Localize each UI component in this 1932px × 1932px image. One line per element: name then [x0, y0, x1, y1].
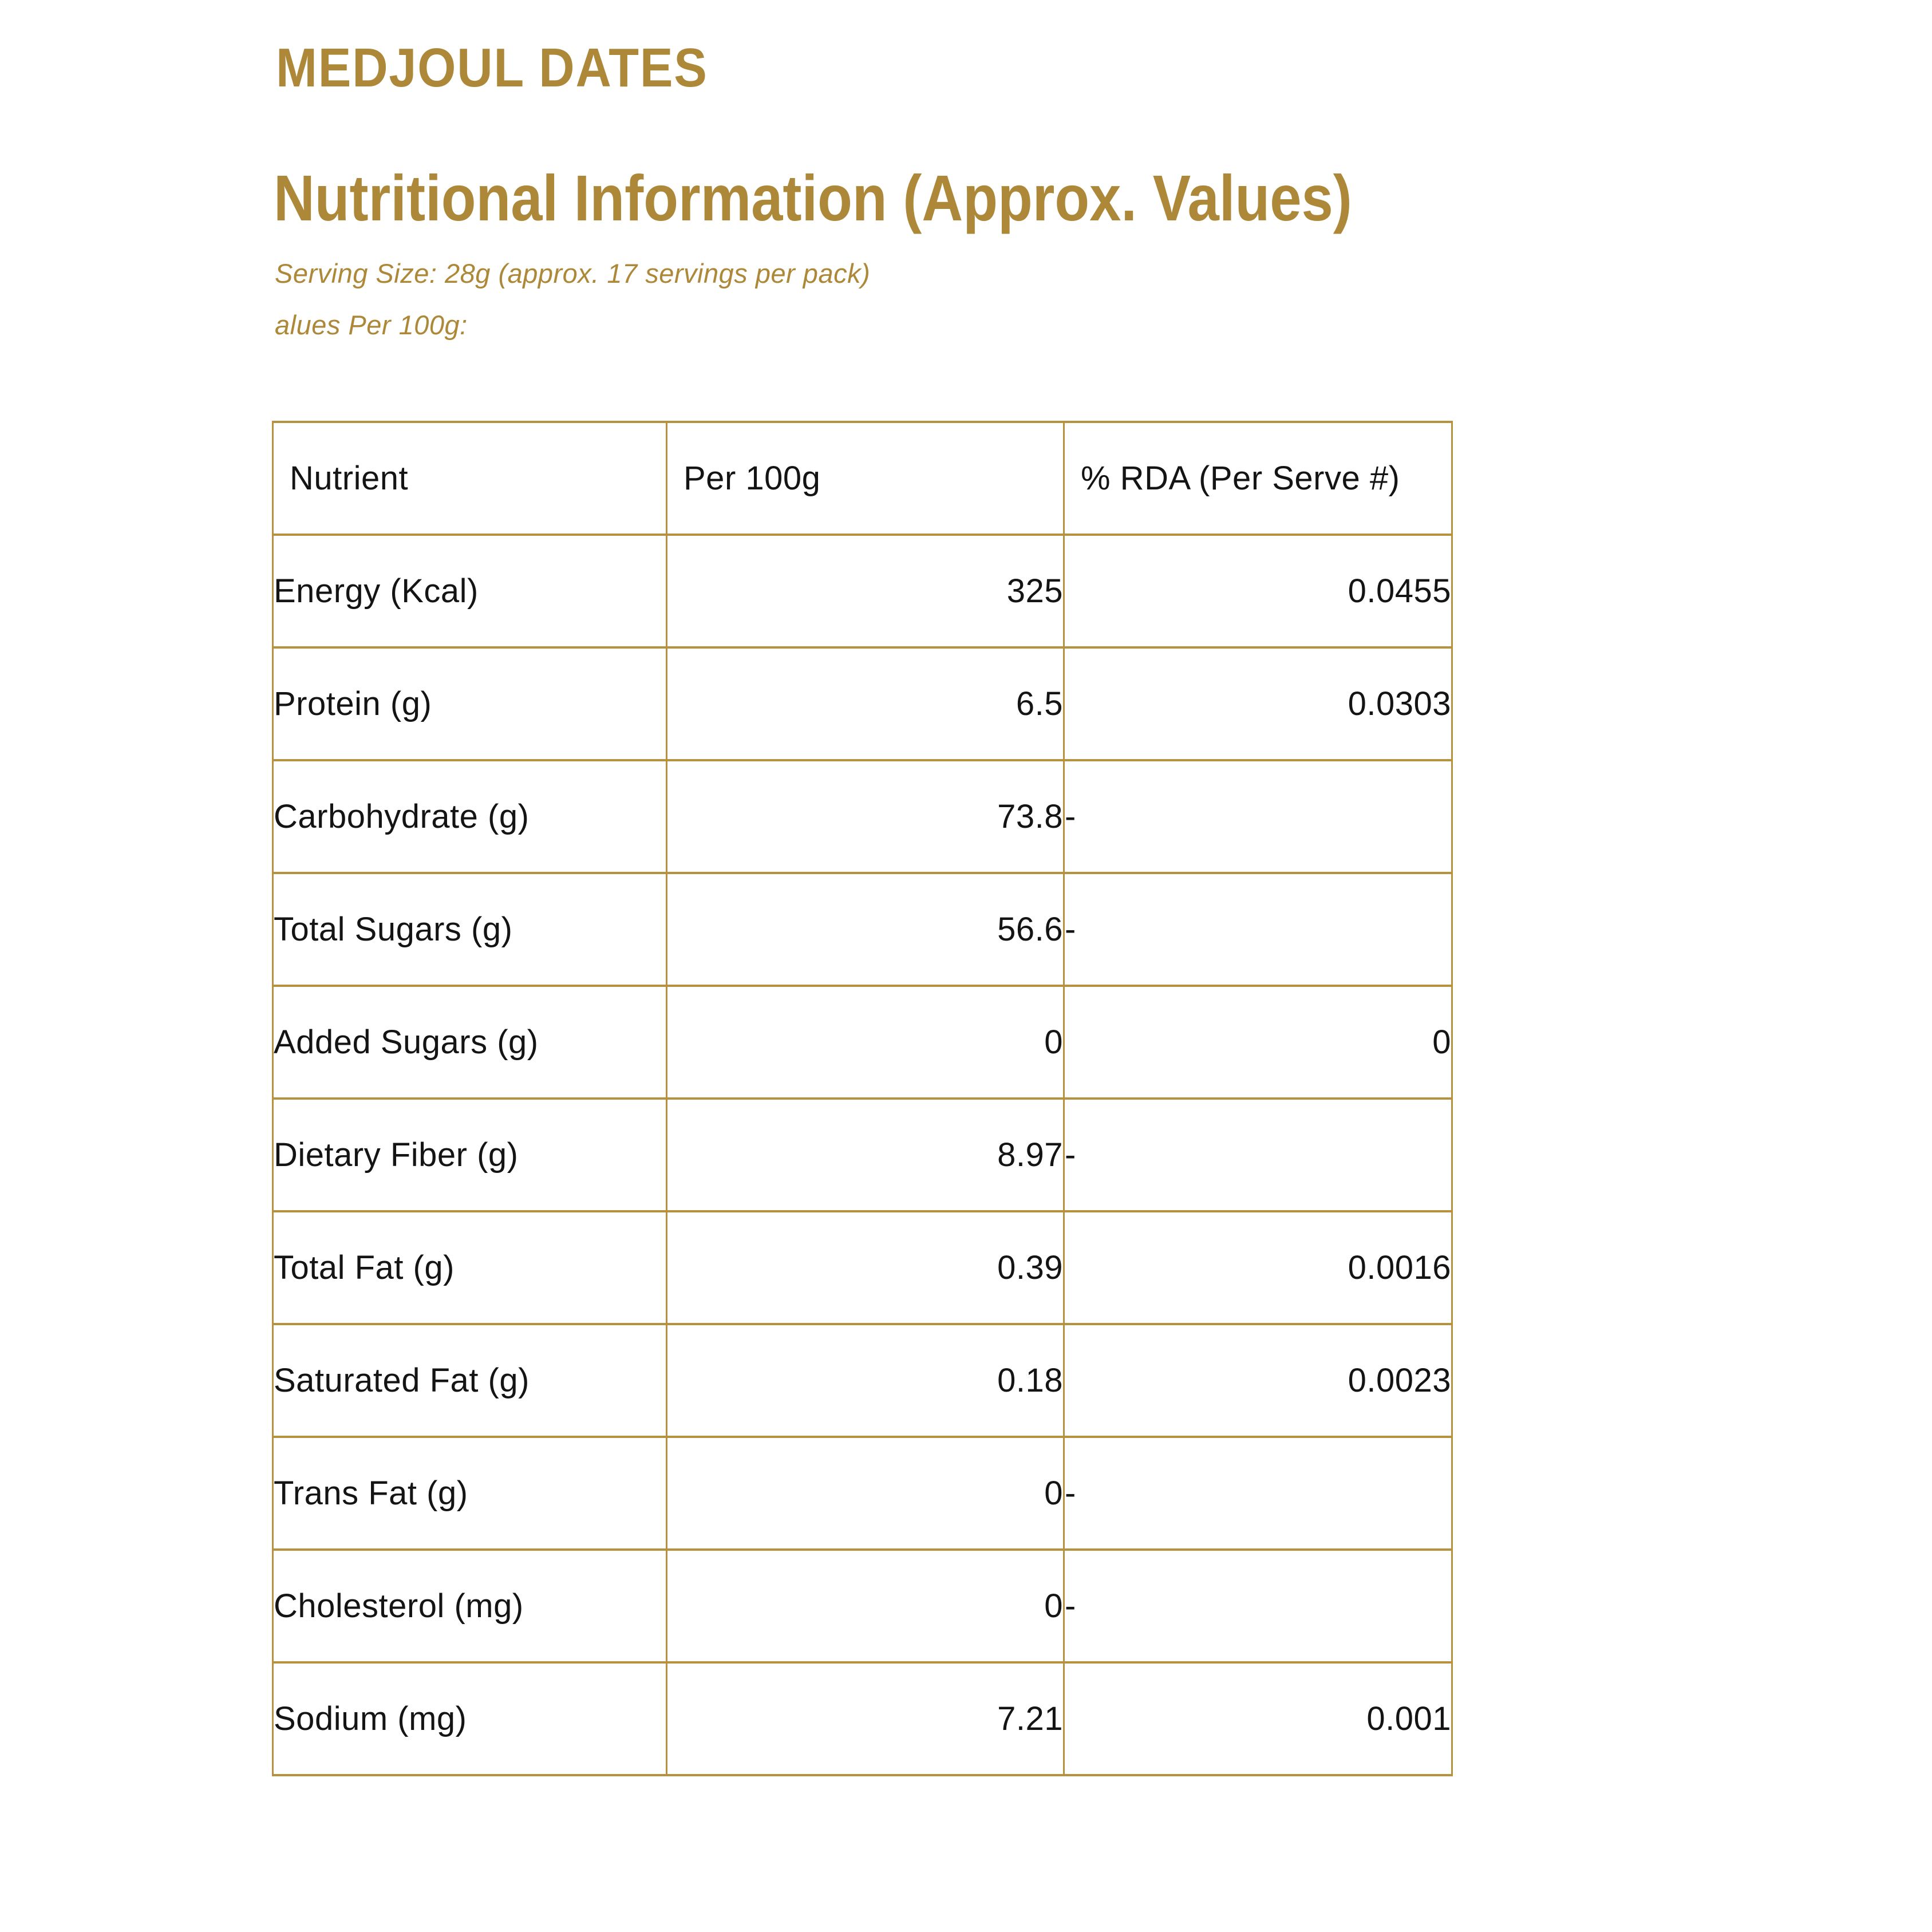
nutrient-cell: Total Sugars (g) [273, 873, 667, 986]
table-row [273, 986, 1452, 1099]
rda-cell: 0.0016 [1064, 1211, 1452, 1324]
per-100g-cell: 0.18 [667, 1324, 1064, 1437]
table-header-row [273, 422, 1452, 535]
nutrient-cell: Trans Fat (g) [273, 1437, 667, 1550]
table-row [273, 1099, 1452, 1211]
per-100g-cell: 0 [667, 986, 1064, 1099]
table-row [273, 1437, 1452, 1550]
column-header-nutrient: Nutrient [273, 422, 667, 535]
table-row [273, 1211, 1452, 1324]
table-row [273, 535, 1452, 647]
rda-cell: 0.0455 [1064, 535, 1452, 647]
rda-cell: - [1064, 1437, 1452, 1550]
nutrient-cell: Protein (g) [273, 647, 667, 760]
per-100g-cell: 8.97 [667, 1099, 1064, 1211]
per-100g-cell: 325 [667, 535, 1064, 647]
per-100g-cell: 56.6 [667, 873, 1064, 986]
rda-cell: 0 [1064, 986, 1452, 1099]
per-100g-cell: 0 [667, 1437, 1064, 1550]
nutrient-cell: Total Fat (g) [273, 1211, 667, 1324]
section-heading: Nutritional Information (Approx. Values) [274, 162, 1352, 234]
rda-cell: - [1064, 1550, 1452, 1662]
nutrient-cell: Dietary Fiber (g) [273, 1099, 667, 1211]
per-100g-cell: 73.8 [667, 760, 1064, 873]
nutrient-cell: Cholesterol (mg) [273, 1550, 667, 1662]
rda-cell: - [1064, 760, 1452, 873]
nutrition-table [272, 421, 1453, 1776]
nutrient-cell: Carbohydrate (g) [273, 760, 667, 873]
table-row [273, 1550, 1452, 1662]
per-100g-cell: 0 [667, 1550, 1064, 1662]
column-header-per-100g: Per 100g [667, 422, 1064, 535]
serving-size-text: Serving Size: 28g (approx. 17 servings per pack) [275, 258, 871, 289]
rda-cell: 0.0303 [1064, 647, 1452, 760]
rda-cell: 0.001 [1064, 1662, 1452, 1775]
rda-cell: 0.0023 [1064, 1324, 1452, 1437]
rda-cell: - [1064, 873, 1452, 986]
page-title: MEDJOUL DATES [276, 37, 708, 98]
nutrient-cell: Added Sugars (g) [273, 986, 667, 1099]
rda-cell: - [1064, 1099, 1452, 1211]
table-row [273, 760, 1452, 873]
table-row [273, 1324, 1452, 1437]
values-per-100g-text: alues Per 100g: [275, 310, 468, 340]
per-100g-cell: 7.21 [667, 1662, 1064, 1775]
nutrient-cell: Sodium (mg) [273, 1662, 667, 1775]
table-row [273, 873, 1452, 986]
table-row [273, 1662, 1452, 1775]
per-100g-cell: 6.5 [667, 647, 1064, 760]
nutrient-cell: Energy (Kcal) [273, 535, 667, 647]
nutrition-table-body [273, 535, 1452, 1775]
per-100g-cell: 0.39 [667, 1211, 1064, 1324]
nutrient-cell: Saturated Fat (g) [273, 1324, 667, 1437]
column-header-rda-per-serve: % RDA (Per Serve #) [1064, 422, 1452, 535]
table-row [273, 647, 1452, 760]
